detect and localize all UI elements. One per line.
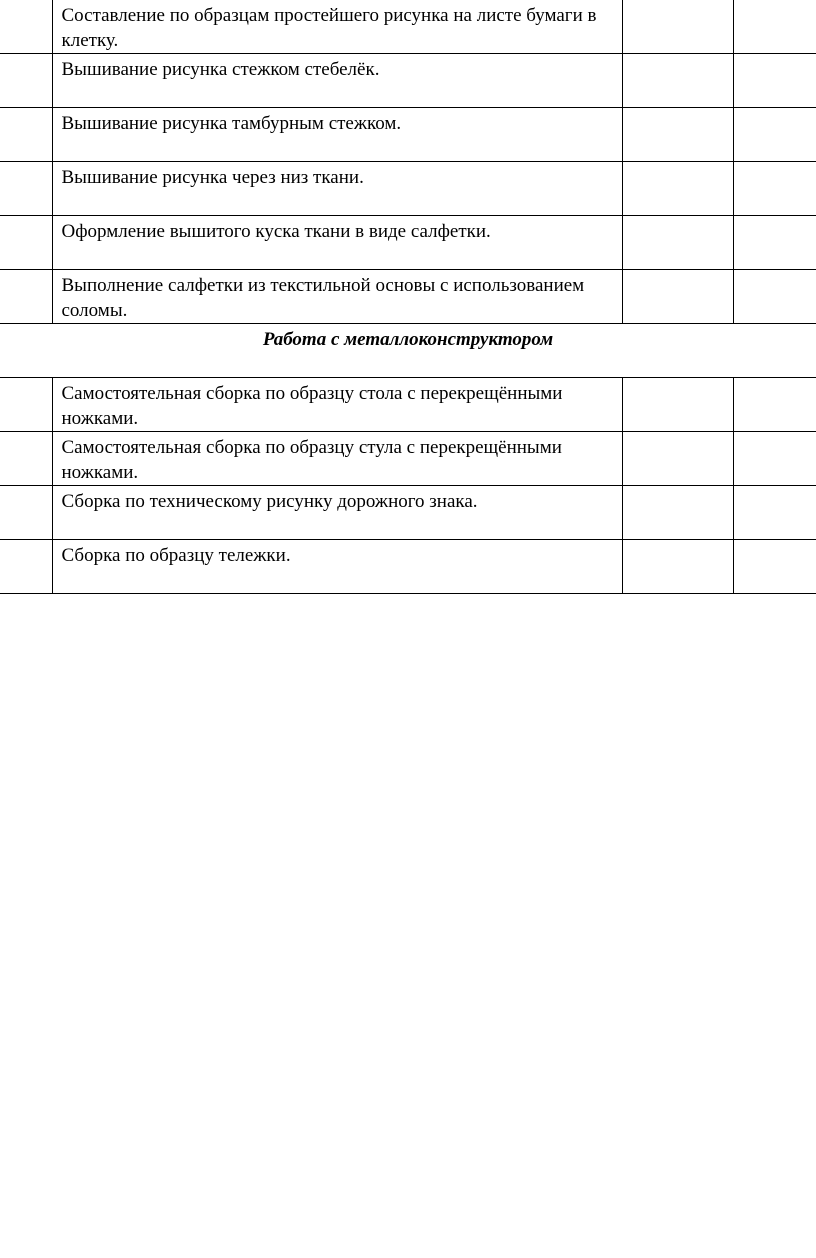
number-cell: [0, 486, 52, 540]
number-cell: [0, 108, 52, 162]
date-cell: [733, 216, 816, 270]
topic-cell: Вышивание рисунка тамбурным стежком.: [52, 108, 622, 162]
table-row: [0, 270, 816, 324]
date-cell: [733, 54, 816, 108]
number-cell: [0, 0, 52, 54]
topic-cell: Самостоятельная сборка по образцу стула с перекрещёнными ножками.: [52, 432, 622, 486]
hours-cell: [622, 270, 733, 324]
table-row: [0, 378, 816, 432]
topic-cell: Сборка по образцу тележки.: [52, 540, 622, 594]
date-cell: [733, 108, 816, 162]
date-cell: [733, 432, 816, 486]
hours-cell: [622, 54, 733, 108]
number-cell: [0, 378, 52, 432]
hours-cell: [622, 432, 733, 486]
date-cell: [733, 270, 816, 324]
date-cell: [733, 162, 816, 216]
table-row: [0, 216, 816, 270]
section-title: Работа с металлоконструктором: [0, 324, 816, 378]
date-cell: [733, 0, 816, 54]
table-row: [0, 162, 816, 216]
topic-cell: Вышивание рисунка стежком стебелёк.: [52, 54, 622, 108]
number-cell: [0, 54, 52, 108]
topic-cell: Оформление вышитого куска ткани в виде салфетки.: [52, 216, 622, 270]
hours-cell: [622, 216, 733, 270]
table-row: [0, 108, 816, 162]
number-cell: [0, 162, 52, 216]
date-cell: [733, 540, 816, 594]
hours-cell: [622, 378, 733, 432]
hours-cell: [622, 486, 733, 540]
topic-cell: Сборка по техническому рисунку дорожного знака.: [52, 486, 622, 540]
number-cell: [0, 270, 52, 324]
table-row: [0, 0, 816, 54]
hours-cell: [622, 0, 733, 54]
topic-cell: Самостоятельная сборка по образцу стола с перекрещёнными ножками.: [52, 378, 622, 432]
lesson-plan-table: [0, 0, 816, 594]
date-cell: [733, 486, 816, 540]
number-cell: [0, 540, 52, 594]
section-row: [0, 324, 816, 378]
topic-cell: Вышивание рисунка через низ ткани.: [52, 162, 622, 216]
number-cell: [0, 216, 52, 270]
hours-cell: [622, 540, 733, 594]
topic-cell: Выполнение салфетки из текстильной основы с использованием соломы.: [52, 270, 622, 324]
table-row: [0, 540, 816, 594]
number-cell: [0, 432, 52, 486]
hours-cell: [622, 162, 733, 216]
table-row: [0, 432, 816, 486]
table-row: [0, 54, 816, 108]
hours-cell: [622, 108, 733, 162]
topic-cell: Составление по образцам простейшего рисунка на листе бумаги в клетку.: [52, 0, 622, 54]
date-cell: [733, 378, 816, 432]
table-row: [0, 486, 816, 540]
